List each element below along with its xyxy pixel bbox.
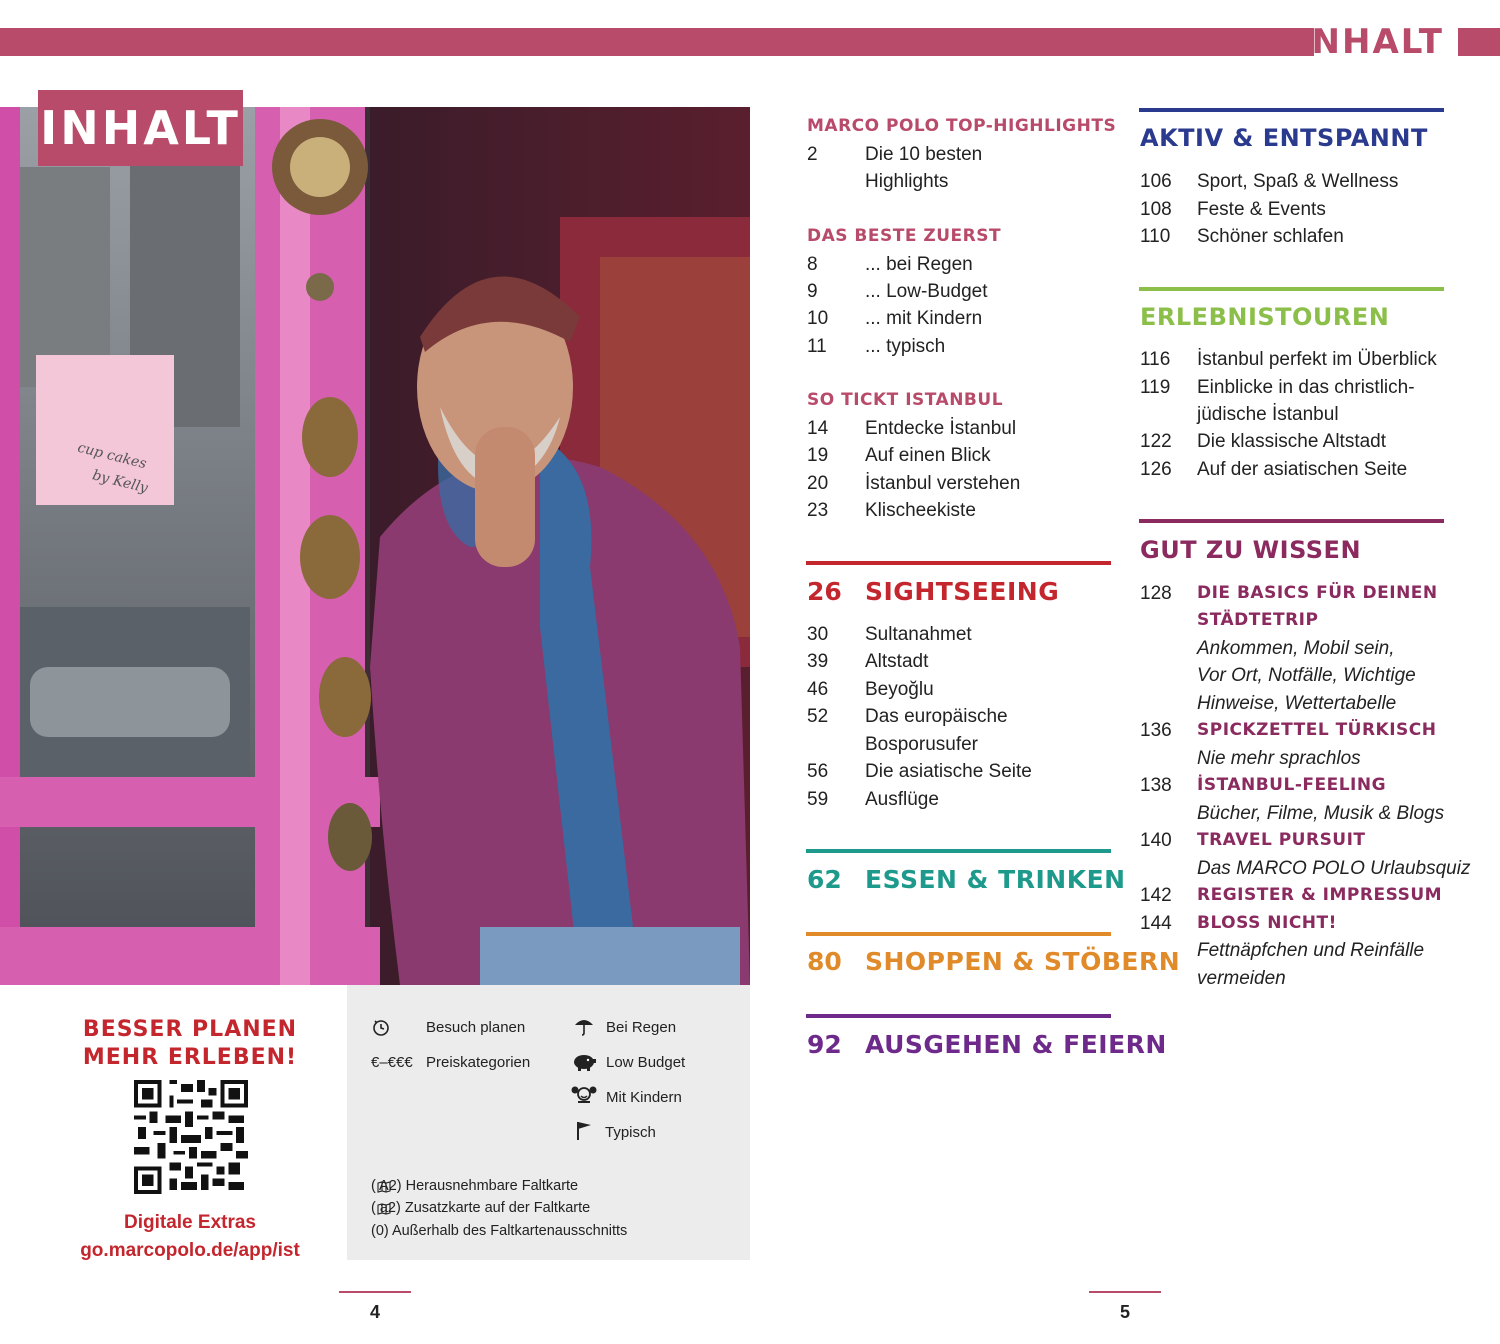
entry-page: 144 xyxy=(1140,913,1172,934)
legend-label-price: Preiskategorien xyxy=(426,1054,531,1071)
entry-page: 9 xyxy=(807,281,818,302)
toc-entry[interactable]: Das europäische xyxy=(865,706,1008,727)
toc-subheading[interactable]: TRAVEL PURSUIT xyxy=(1197,830,1366,850)
entry-page: 14 xyxy=(807,418,829,439)
legend-note-2: ( a2) Zusatzkarte auf der Faltkarte xyxy=(371,1200,591,1216)
header-title: INHALT xyxy=(1296,22,1444,62)
toc-subheading[interactable]: DIE BASICS FÜR DEINEN xyxy=(1197,583,1438,603)
toc-subheading[interactable]: İSTANBUL-FEELING xyxy=(1197,775,1387,795)
legend-label-plan: Besuch planen xyxy=(426,1019,526,1036)
toc-entry[interactable]: Altstadt xyxy=(865,651,929,672)
entry-page: 8 xyxy=(807,254,818,275)
photo-illustration xyxy=(0,107,750,985)
toc-entry[interactable]: Beyoğlu xyxy=(865,679,934,700)
toc-description: Bücher, Filme, Musik & Blogs xyxy=(1197,803,1445,824)
toc-description: Fettnäpfchen und Reinfälle xyxy=(1197,940,1425,961)
toc-entry[interactable]: Sport, Spaß & Wellness xyxy=(1197,171,1399,192)
toc-entry[interactable]: Schöner schlafen xyxy=(1197,226,1344,247)
entry-page: 116 xyxy=(1140,349,1171,370)
entry-page: 128 xyxy=(1140,583,1172,604)
toc-description: Ankommen, Mobil sein, xyxy=(1197,638,1395,659)
promo-line-1: BESSER PLANEN xyxy=(82,1017,298,1042)
toc-subheading[interactable]: SPICKZETTEL TÜRKISCH xyxy=(1197,720,1437,740)
entry-page: 20 xyxy=(807,473,829,494)
entry-page: 19 xyxy=(807,445,829,466)
toc-entry[interactable]: ... Low-Budget xyxy=(865,281,988,302)
entry-page: 126 xyxy=(1140,459,1172,480)
legend-box xyxy=(347,985,750,1260)
child-icon xyxy=(570,1085,598,1107)
entry-page: 108 xyxy=(1140,199,1172,220)
heading-gut-zu-wissen[interactable]: GUT ZU WISSEN xyxy=(1140,536,1362,564)
sightseeing-page: 26 xyxy=(807,577,842,606)
entry-page: 23 xyxy=(807,500,829,521)
toc-entry[interactable]: Entdecke İstanbul xyxy=(865,418,1017,439)
piggy-bank-icon xyxy=(571,1051,597,1071)
header-bar-right xyxy=(1458,28,1500,56)
toc-description: Vor Ort, Notfälle, Wichtige xyxy=(1197,665,1416,686)
entry-page: 122 xyxy=(1140,431,1172,452)
legend-note-3: (0) Außerhalb des Faltkartenausschnitts xyxy=(371,1223,628,1239)
erlebnis-rule xyxy=(1139,287,1444,291)
toc-description: Hinweise, Wettertabelle xyxy=(1197,693,1397,714)
ausgehen-page: 92 xyxy=(807,1030,842,1059)
toc-entry[interactable]: Auf einen Blick xyxy=(865,445,991,466)
toc-entry-cont[interactable]: Bosporusufer xyxy=(865,734,979,755)
toc-entry[interactable]: ... typisch xyxy=(865,336,946,357)
promo-line-2: MEHR ERLEBEN! xyxy=(82,1045,298,1070)
toc-entry-cont[interactable]: jüdische İstanbul xyxy=(1197,404,1339,425)
entry-page: 106 xyxy=(1140,171,1172,192)
page-number-right: 5 xyxy=(1119,1302,1130,1322)
toc-subheading[interactable]: BLOSS NICHT! xyxy=(1197,913,1337,933)
entry-page: 110 xyxy=(1140,226,1171,247)
legend-label-typical: Typisch xyxy=(605,1124,656,1141)
flag-icon xyxy=(575,1120,595,1142)
heading-beste-zuerst: DAS BESTE ZUERST xyxy=(807,226,1002,246)
essen-page: 62 xyxy=(807,865,842,894)
map-icon xyxy=(377,1203,391,1215)
toc-entry[interactable]: Feste & Events xyxy=(1197,199,1326,220)
toc-entry[interactable]: Ausflüge xyxy=(865,789,939,810)
heading-top-highlights: MARCO POLO TOP-HIGHLIGHTS xyxy=(807,116,1117,136)
page-number-rule-right xyxy=(1089,1291,1161,1293)
digital-extras-label: Digitale Extras xyxy=(124,1212,256,1233)
toc-entry[interactable]: Auf der asiatischen Seite xyxy=(1197,459,1408,480)
shoppen-page: 80 xyxy=(807,947,842,976)
page-number-rule-left xyxy=(339,1291,411,1293)
qr-code[interactable] xyxy=(134,1080,248,1194)
aktiv-rule xyxy=(1139,108,1444,112)
legend-label-rain: Bei Regen xyxy=(606,1019,677,1036)
gut-rule xyxy=(1139,519,1444,523)
legend-label-kids: Mit Kindern xyxy=(606,1089,682,1106)
entry-page: 46 xyxy=(807,679,829,700)
clock-icon xyxy=(371,1017,391,1037)
toc-entry[interactable]: Die klassische Altstadt xyxy=(1197,431,1387,452)
toc-entry[interactable]: Die asiatische Seite xyxy=(865,761,1032,782)
header-bar-left xyxy=(0,28,1314,56)
toc-subheading-cont[interactable]: STÄDTETRIP xyxy=(1197,610,1319,630)
toc-entry[interactable]: Klischeekiste xyxy=(865,500,976,521)
toc-description: vermeiden xyxy=(1197,968,1286,989)
sightseeing-rule xyxy=(806,561,1111,565)
heading-aktiv[interactable]: AKTIV & ENTSPANNT xyxy=(1140,124,1428,152)
price-category-symbol: €–€€€ xyxy=(371,1054,413,1071)
entry-page: 39 xyxy=(807,651,829,672)
toc-description: Nie mehr sprachlos xyxy=(1197,748,1361,769)
toc-entry[interactable]: İstanbul verstehen xyxy=(865,473,1021,494)
heading-so-tickt: SO TICKT ISTANBUL xyxy=(807,390,1004,410)
entry-page: 140 xyxy=(1140,830,1172,851)
heading-ausgehen[interactable]: AUSGEHEN & FEIERN xyxy=(865,1030,1167,1059)
toc-subheading[interactable]: REGISTER & IMPRESSUM xyxy=(1197,885,1443,905)
shoppen-rule xyxy=(806,932,1111,936)
toc-entry[interactable]: İstanbul perfekt im Überblick xyxy=(1197,349,1437,370)
sign-text-line1: cup cakes xyxy=(75,439,149,473)
toc-entry-cont[interactable]: Highlights xyxy=(865,171,949,192)
heading-erlebnistouren[interactable]: ERLEBNISTOUREN xyxy=(1140,303,1390,331)
entry-page: 30 xyxy=(807,624,829,645)
toc-entry[interactable]: Einblicke in das christlich- xyxy=(1197,377,1415,398)
entry-page: 138 xyxy=(1140,775,1172,796)
entry-page: 119 xyxy=(1140,377,1171,398)
sign-text-line2: by Kelly xyxy=(90,467,150,497)
entry-page: 2 xyxy=(807,144,818,165)
entry-page: 136 xyxy=(1140,720,1172,741)
entry-page: 11 xyxy=(807,336,827,357)
toc-entry[interactable]: ... bei Regen xyxy=(865,254,973,275)
toc-description: Das MARCO POLO Urlaubsquiz xyxy=(1197,858,1471,879)
entry-page: 10 xyxy=(807,308,829,329)
map-icon xyxy=(377,1181,391,1193)
heading-shoppen[interactable]: SHOPPEN & STÖBERN xyxy=(865,947,1181,976)
app-url-link[interactable]: go.marcopolo.de/app/ist xyxy=(80,1240,300,1261)
toc-entry[interactable]: Sultanahmet xyxy=(865,624,972,645)
essen-rule xyxy=(806,849,1111,853)
legend-note-1: ( A2) Herausnehmbare Faltkarte xyxy=(371,1178,579,1194)
page-number-left: 4 xyxy=(369,1302,380,1322)
entry-page: 52 xyxy=(807,706,829,727)
legend-label-budget: Low Budget xyxy=(606,1054,686,1071)
entry-page: 142 xyxy=(1140,885,1172,906)
heading-essen-trinken[interactable]: ESSEN & TRINKEN xyxy=(865,865,1126,894)
entry-page: 59 xyxy=(807,789,829,810)
umbrella-icon xyxy=(573,1015,595,1037)
ausgehen-rule xyxy=(806,1014,1111,1018)
toc-entry[interactable]: ... mit Kindern xyxy=(865,308,983,329)
entry-page: 56 xyxy=(807,761,829,782)
inhalt-badge: INHALT xyxy=(38,90,243,166)
toc-entry[interactable]: Die 10 besten xyxy=(865,144,983,165)
heading-sightseeing[interactable]: SIGHTSEEING xyxy=(865,577,1060,606)
cover-photo xyxy=(0,107,750,985)
